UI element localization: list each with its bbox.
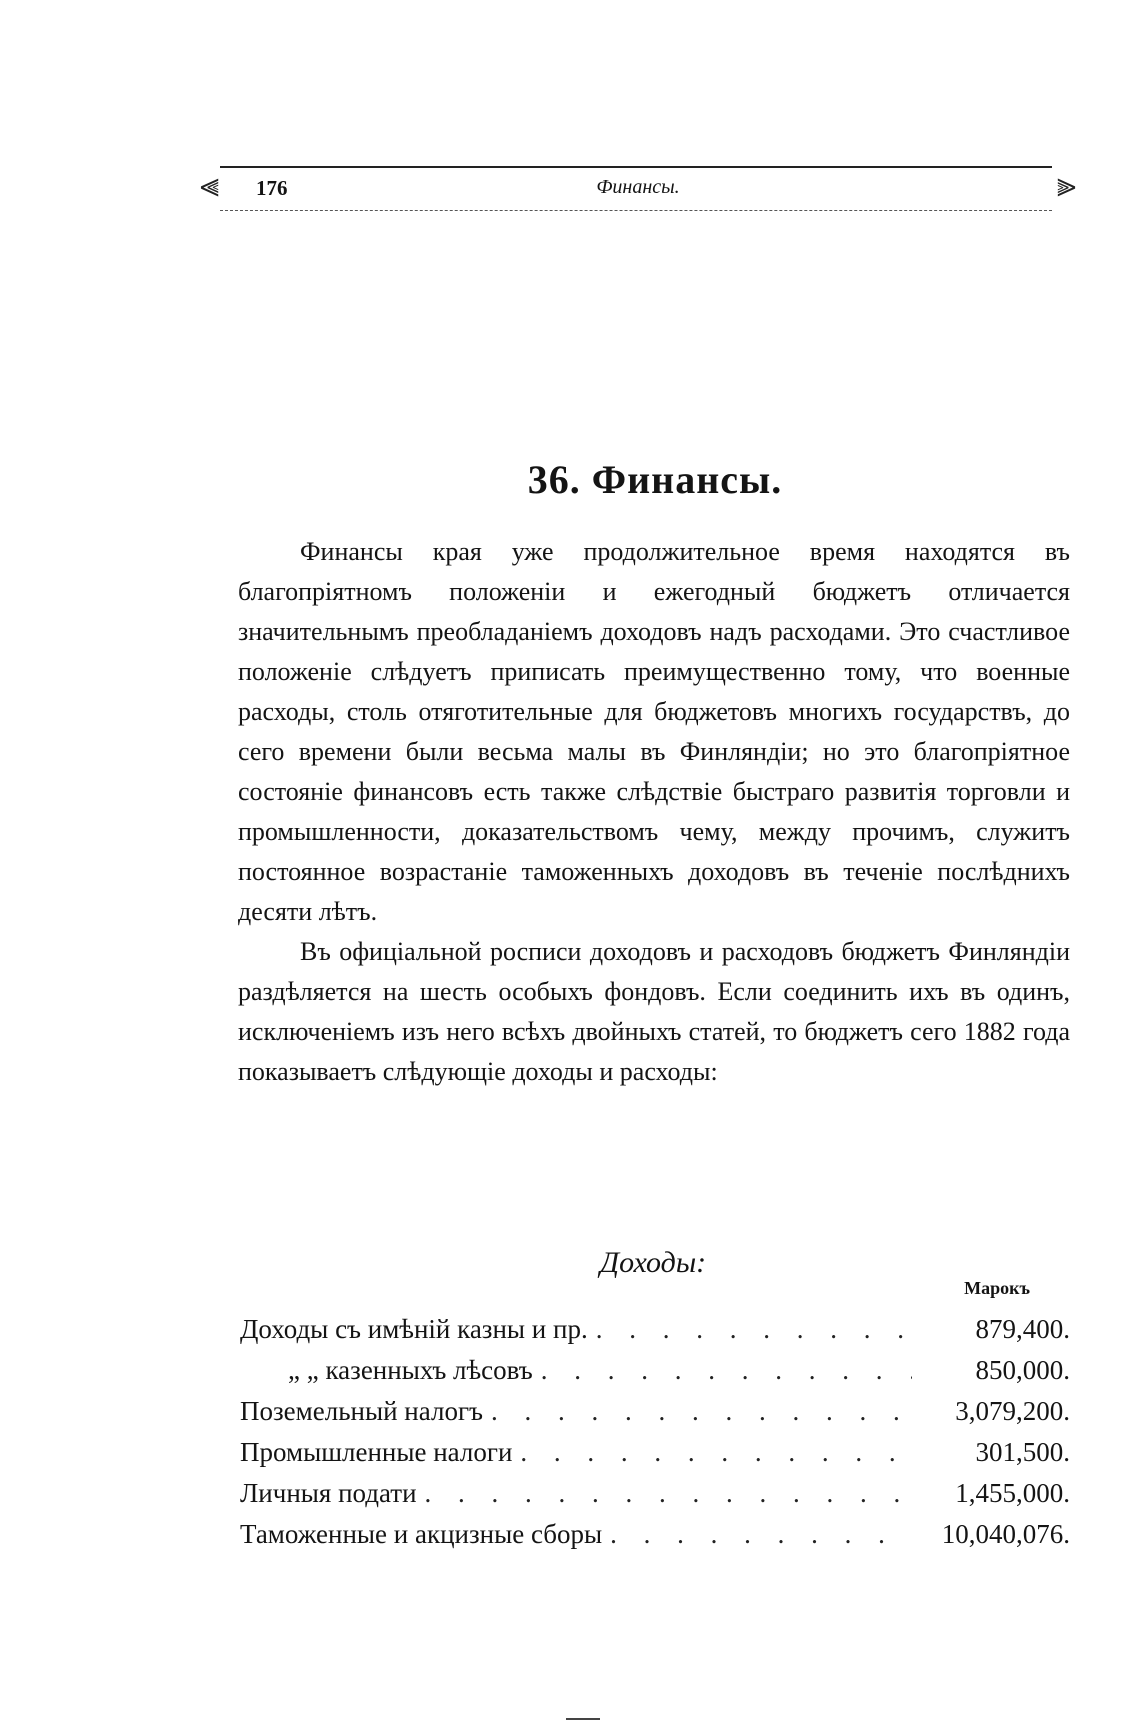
leader-dots	[425, 1478, 912, 1509]
row-value: 879,400.	[975, 1314, 1070, 1344]
table-row	[240, 1478, 1070, 1519]
table-row	[240, 1437, 1070, 1478]
header-rule-bottom	[220, 210, 1052, 211]
leader-dots	[596, 1314, 912, 1345]
row-value: 301,500.	[975, 1437, 1070, 1467]
row-label: Промышленные налоги	[240, 1437, 513, 1467]
leader-dots	[610, 1519, 912, 1550]
unit-header: Марокъ	[964, 1278, 1030, 1298]
row-value: 10,040,076.	[941, 1519, 1070, 1549]
row-label: „ „ казенныхъ лѣсовъ	[288, 1355, 533, 1385]
table-row	[240, 1519, 1070, 1560]
ornament-right-icon: ⫸	[1056, 167, 1076, 204]
ornament-left-icon: ⫷	[200, 167, 220, 204]
page-header	[200, 154, 1076, 222]
paragraph-2: Въ офиціальной росписи доходовъ и расходовъ бюджетъ Финляндіи раздѣляется на шесть особыхъ фондовъ. Если соединить ихъ въ одинъ, исключеніемъ изъ него всѣхъ двойныхъ статей, то бюджетъ сего 1882 года показываетъ слѣдующіе доходы и расходы:	[238, 937, 1070, 1086]
leader-dots	[491, 1396, 912, 1427]
income-table	[240, 1314, 1070, 1560]
body-text	[238, 532, 1070, 1092]
row-label: Поземельный налогъ	[240, 1396, 483, 1426]
row-label: Доходы съ имѣній казны и пр.	[240, 1314, 588, 1344]
table-row	[240, 1396, 1070, 1437]
footer-mark	[566, 1718, 600, 1720]
section-title: 36. Финансы.	[527, 457, 783, 502]
row-value: 1,455,000.	[955, 1478, 1070, 1508]
row-label: Личныя подати	[240, 1478, 417, 1508]
leader-dots	[520, 1437, 912, 1468]
header-rule-top	[220, 166, 1052, 168]
income-heading: Доходы:	[600, 1246, 707, 1279]
page-number: 176	[256, 176, 288, 200]
table-row	[240, 1314, 1070, 1355]
paragraph-1: Финансы края уже продолжительное время находятся въ благопріятномъ положеніи и ежегодный бюджетъ отличается значительнымъ преобладаніемъ доходовъ надъ расходами. Это счастливое положеніе слѣдуетъ приписать преимущественно тому, что военные расходы, столь отяготительные для бюджетовъ многихъ государствъ, до сего времени были весьма малы въ Финляндіи; но это благопріятное состояніе финансовъ есть также слѣдствіе быстраго развитія торговли и промышленности, доказательствомъ чему, между прочимъ, служитъ постоянное возрастаніе таможенныхъ доходовъ въ теченіе послѣднихъ десяти лѣтъ.	[238, 537, 1070, 926]
row-value: 3,079,200.	[955, 1396, 1070, 1426]
running-title: Финансы.	[596, 176, 680, 198]
row-label: Таможенные и акцизные сборы	[240, 1519, 603, 1549]
table-row	[240, 1355, 1070, 1396]
leader-dots	[541, 1355, 912, 1386]
row-value: 850,000.	[975, 1355, 1070, 1385]
